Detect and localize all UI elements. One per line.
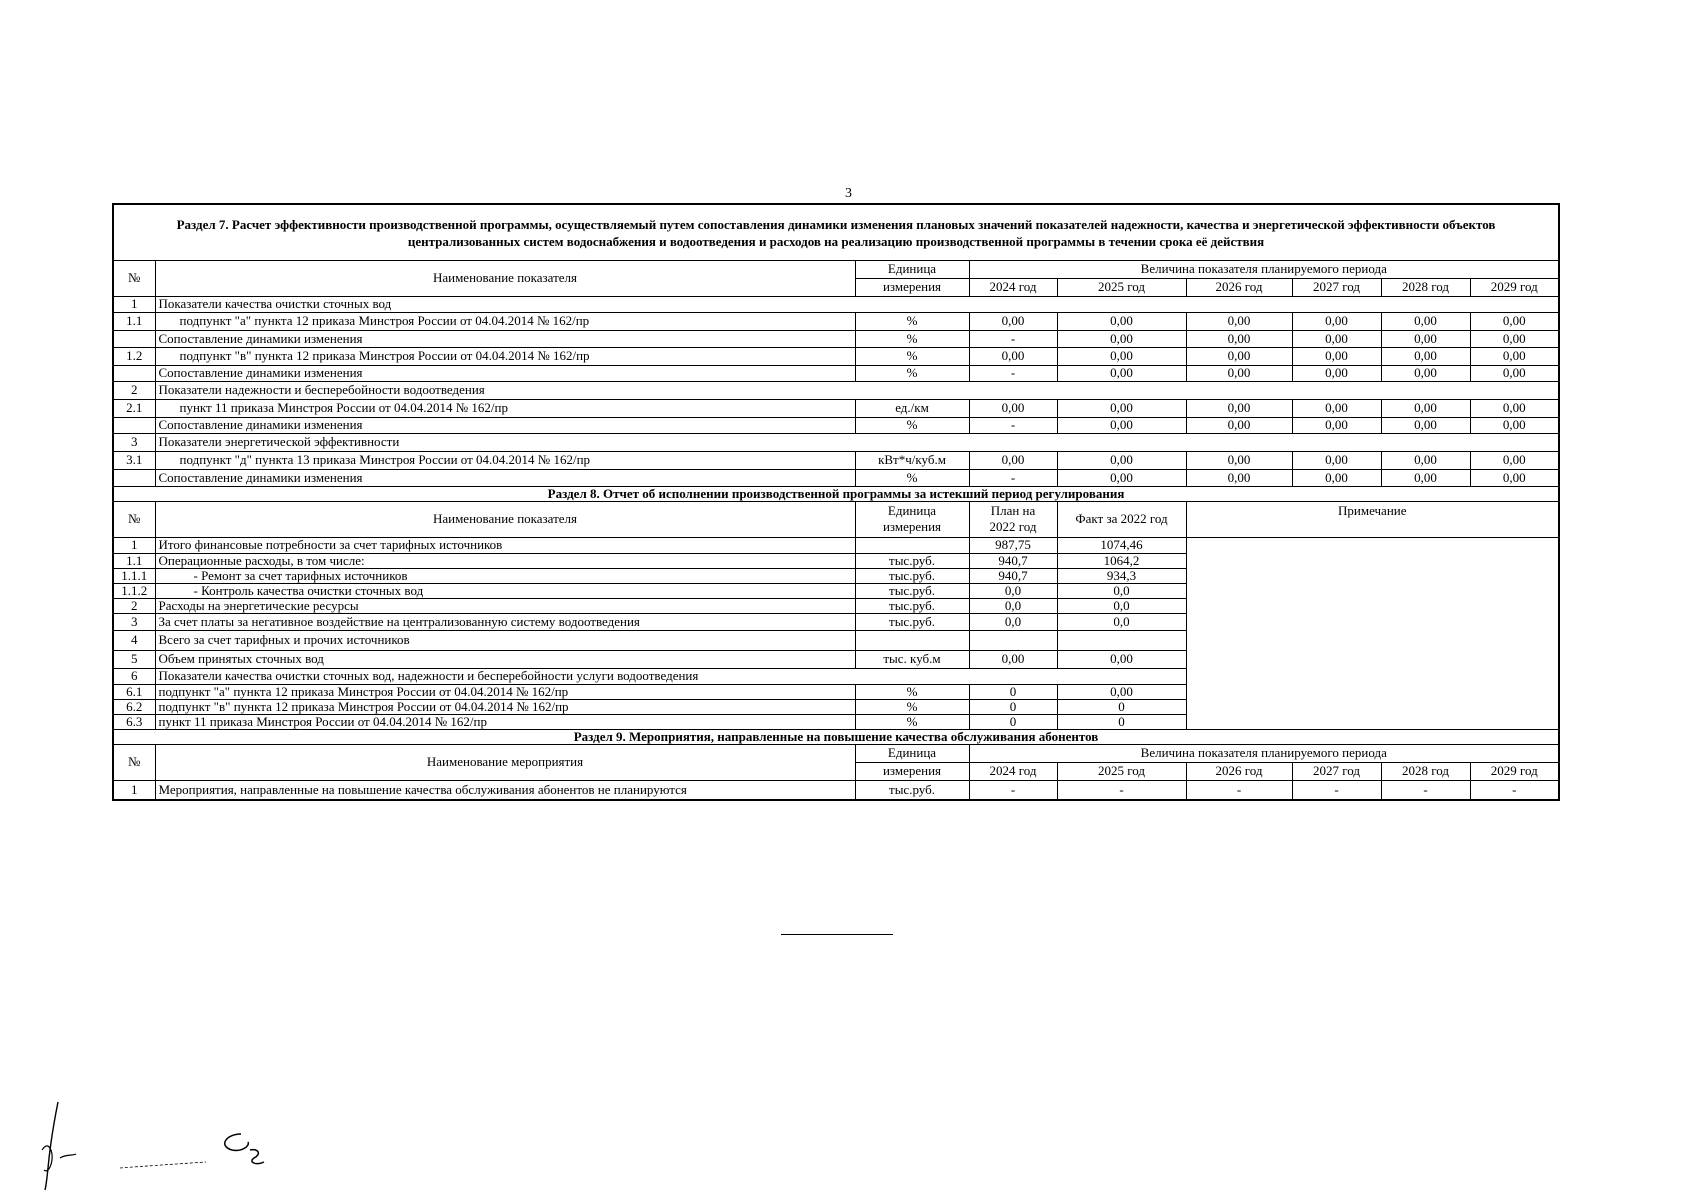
value-cell: 0,00 bbox=[1186, 399, 1292, 417]
row-number: 2.1 bbox=[113, 399, 155, 417]
indicator-name: Сопоставление динамики изменения bbox=[155, 330, 855, 347]
indicator-name: Сопоставление динамики изменения bbox=[155, 417, 855, 433]
unit-cell bbox=[855, 630, 969, 650]
value-cell: - bbox=[1186, 780, 1292, 800]
value-cell: 0,00 bbox=[1381, 451, 1470, 469]
col-header-fact: Факт за 2022 год bbox=[1057, 501, 1186, 537]
fact-cell: 0 bbox=[1057, 714, 1186, 729]
fact-cell: 0,00 bbox=[1057, 684, 1186, 699]
col-header-no: № bbox=[113, 744, 155, 780]
value-cell: 0,00 bbox=[1057, 451, 1186, 469]
group-name: Показатели качества очистки сточных вод, надежности и бесперебойности услуги водоотведения bbox=[155, 668, 1186, 684]
value-cell: 0,00 bbox=[1470, 417, 1559, 433]
col-header-year: 2028 год bbox=[1381, 762, 1470, 780]
value-cell: 0,00 bbox=[1292, 399, 1381, 417]
indicator-name: Операционные расходы, в том числе: bbox=[155, 553, 855, 568]
col-header-unit-line1: Единица bbox=[887, 503, 937, 518]
indicator-name: Объем принятых сточных вод bbox=[155, 650, 855, 668]
unit-cell: % bbox=[855, 684, 969, 699]
section7-row bbox=[113, 381, 1559, 399]
row-number: 1.1 bbox=[113, 553, 155, 568]
col-header-plan bbox=[969, 501, 1057, 537]
row-number: 6.1 bbox=[113, 684, 155, 699]
indicator-name: Сопоставление динамики изменения bbox=[155, 365, 855, 381]
unit-cell: ед./км bbox=[855, 399, 969, 417]
fact-cell: 0,0 bbox=[1057, 613, 1186, 630]
col-header-no: № bbox=[113, 501, 155, 537]
indicator-name: подпункт "д" пункта 13 приказа Минстроя России от 04.04.2014 № 162/пр bbox=[155, 451, 855, 469]
fact-cell: 0 bbox=[1057, 699, 1186, 714]
value-cell: 0,00 bbox=[1057, 365, 1186, 381]
value-cell: 0,00 bbox=[1057, 417, 1186, 433]
indicator-name: Расходы на энергетические ресурсы bbox=[155, 598, 855, 613]
value-cell: 0,00 bbox=[1057, 312, 1186, 330]
unit-cell: % bbox=[855, 714, 969, 729]
table-body bbox=[113, 204, 1559, 800]
section7-row bbox=[113, 330, 1559, 347]
col-header-plan-line1: План на bbox=[990, 503, 1036, 518]
plan-cell: 0,0 bbox=[969, 583, 1057, 598]
page-number: 3 bbox=[845, 186, 852, 201]
unit-cell bbox=[855, 537, 969, 553]
value-cell: 0,00 bbox=[1470, 365, 1559, 381]
row-number: 3 bbox=[113, 613, 155, 630]
unit-cell: % bbox=[855, 699, 969, 714]
section9-row bbox=[113, 780, 1559, 800]
row-number bbox=[113, 365, 155, 381]
col-header-year: 2029 год bbox=[1470, 278, 1559, 296]
indicator-name: Сопоставление динамики изменения bbox=[155, 469, 855, 486]
row-number: 1 bbox=[113, 780, 155, 800]
section7-header-row-1 bbox=[113, 260, 1559, 278]
row-number: 6 bbox=[113, 668, 155, 684]
section8-header-row bbox=[113, 501, 1559, 537]
unit-cell: % bbox=[855, 365, 969, 381]
section8-title: Раздел 8. Отчет об исполнении производственной программы за истекший период регулирования bbox=[113, 486, 1559, 501]
group-name: Показатели качества очистки сточных вод bbox=[155, 296, 1559, 312]
value-cell: 0,00 bbox=[969, 451, 1057, 469]
group-name: Показатели энергетической эффективности bbox=[155, 433, 1559, 451]
plan-cell: 0 bbox=[969, 684, 1057, 699]
section7-row bbox=[113, 347, 1559, 365]
value-cell: - bbox=[1292, 780, 1381, 800]
value-cell: 0,00 bbox=[1470, 312, 1559, 330]
row-number bbox=[113, 417, 155, 433]
col-header-year: 2027 год bbox=[1292, 762, 1381, 780]
col-header-year: 2027 год bbox=[1292, 278, 1381, 296]
value-cell: - bbox=[969, 417, 1057, 433]
value-cell: 0,00 bbox=[1292, 312, 1381, 330]
section7-row bbox=[113, 399, 1559, 417]
plan-cell bbox=[969, 630, 1057, 650]
fact-cell bbox=[1057, 630, 1186, 650]
value-cell: - bbox=[1057, 780, 1186, 800]
row-number: 1.1.2 bbox=[113, 583, 155, 598]
row-number bbox=[113, 330, 155, 347]
col-header-year: 2025 год bbox=[1057, 278, 1186, 296]
unit-cell: тыс.руб. bbox=[855, 598, 969, 613]
col-header-year: 2028 год bbox=[1381, 278, 1470, 296]
indicator-name: Всего за счет тарифных и прочих источников bbox=[155, 630, 855, 650]
section7-row bbox=[113, 433, 1559, 451]
section7-row bbox=[113, 365, 1559, 381]
col-header-note: Примечание bbox=[1186, 501, 1559, 537]
plan-cell: 987,75 bbox=[969, 537, 1057, 553]
value-cell: - bbox=[969, 330, 1057, 347]
indicator-name: - Ремонт за счет тарифных источников bbox=[155, 568, 855, 583]
row-number: 4 bbox=[113, 630, 155, 650]
unit-cell: кВт*ч/куб.м bbox=[855, 451, 969, 469]
note-cell bbox=[1186, 537, 1559, 729]
value-cell: 0,00 bbox=[1292, 365, 1381, 381]
row-number: 3 bbox=[113, 433, 155, 451]
value-cell: 0,00 bbox=[1381, 399, 1470, 417]
col-header-unit-line2: измерения bbox=[855, 278, 969, 296]
document-tables bbox=[112, 203, 1558, 801]
value-cell: - bbox=[1470, 780, 1559, 800]
report-table bbox=[112, 203, 1560, 801]
value-cell: 0,00 bbox=[1381, 365, 1470, 381]
value-cell: 0,00 bbox=[1186, 365, 1292, 381]
col-header-plan-line2: 2022 год bbox=[989, 519, 1037, 534]
value-cell: 0,00 bbox=[1381, 312, 1470, 330]
section7-title-row bbox=[113, 204, 1559, 260]
section9-header-row-1 bbox=[113, 744, 1559, 762]
section7-title: Раздел 7. Расчет эффективности производственной программы, осуществляемый путем сопоставления динамики изменения плановых значений показателей надежности, качества и энергетической эффективности объектов централизованных систем водоснабжения и водоотведения и расходов на реализацию производственной программы в течении срока её действия bbox=[113, 204, 1559, 260]
value-cell: 0,00 bbox=[1186, 312, 1292, 330]
col-header-unit-line1: Единица bbox=[855, 744, 969, 762]
value-cell: 0,00 bbox=[1057, 330, 1186, 347]
section8-title-row bbox=[113, 486, 1559, 501]
plan-cell: 0,00 bbox=[969, 650, 1057, 668]
col-header-unit-line2: измерения bbox=[855, 762, 969, 780]
value-cell: 0,00 bbox=[1186, 330, 1292, 347]
value-cell: 0,00 bbox=[1057, 399, 1186, 417]
value-cell: 0,00 bbox=[969, 312, 1057, 330]
col-header-name: Наименование показателя bbox=[155, 501, 855, 537]
unit-cell: тыс.руб. bbox=[855, 780, 969, 800]
col-header-period: Величина показателя планируемого периода bbox=[969, 744, 1559, 762]
fact-cell: 0,00 bbox=[1057, 650, 1186, 668]
fact-cell: 0,0 bbox=[1057, 598, 1186, 613]
row-number: 3.1 bbox=[113, 451, 155, 469]
plan-cell: 940,7 bbox=[969, 568, 1057, 583]
row-number: 2 bbox=[113, 381, 155, 399]
value-cell: 0,00 bbox=[1186, 417, 1292, 433]
indicator-name: подпункт "в" пункта 12 приказа Минстроя России от 04.04.2014 № 162/пр bbox=[155, 699, 855, 714]
fact-cell: 1074,46 bbox=[1057, 537, 1186, 553]
section7-row bbox=[113, 469, 1559, 486]
section7-row bbox=[113, 451, 1559, 469]
unit-cell: % bbox=[855, 417, 969, 433]
section9-title: Раздел 9. Мероприятия, направленные на повышение качества обслуживания абонентов bbox=[113, 729, 1559, 744]
col-header-year: 2024 год bbox=[969, 762, 1057, 780]
row-number: 5 bbox=[113, 650, 155, 668]
unit-cell: тыс.руб. bbox=[855, 583, 969, 598]
value-cell: - bbox=[969, 780, 1057, 800]
plan-cell: 940,7 bbox=[969, 553, 1057, 568]
unit-cell: тыс.руб. bbox=[855, 553, 969, 568]
value-cell: 0,00 bbox=[1292, 469, 1381, 486]
col-header-unit bbox=[855, 501, 969, 537]
plan-cell: 0 bbox=[969, 699, 1057, 714]
indicator-name: подпункт "в" пункта 12 приказа Минстроя России от 04.04.2014 № 162/пр bbox=[155, 347, 855, 365]
value-cell: 0,00 bbox=[1381, 330, 1470, 347]
unit-cell: тыс.руб. bbox=[855, 568, 969, 583]
row-number: 6.2 bbox=[113, 699, 155, 714]
value-cell: 0,00 bbox=[1470, 330, 1559, 347]
col-header-period: Величина показателя планируемого периода bbox=[969, 260, 1559, 278]
section7-row bbox=[113, 296, 1559, 312]
value-cell: 0,00 bbox=[1292, 451, 1381, 469]
unit-cell: % bbox=[855, 312, 969, 330]
value-cell: 0,00 bbox=[1470, 451, 1559, 469]
row-number: 1.1 bbox=[113, 312, 155, 330]
row-number: 2 bbox=[113, 598, 155, 613]
col-header-year: 2029 год bbox=[1470, 762, 1559, 780]
value-cell: 0,00 bbox=[969, 399, 1057, 417]
value-cell: - bbox=[969, 365, 1057, 381]
end-divider bbox=[781, 934, 893, 935]
unit-cell: % bbox=[855, 347, 969, 365]
value-cell: 0,00 bbox=[1186, 451, 1292, 469]
signature-image bbox=[36, 1098, 276, 1192]
plan-cell: 0,0 bbox=[969, 598, 1057, 613]
activity-name: Мероприятия, направленные на повышение качества обслуживания абонентов не планируются bbox=[155, 780, 855, 800]
col-header-year: 2025 год bbox=[1057, 762, 1186, 780]
col-header-unit-line1: Единица bbox=[855, 260, 969, 278]
value-cell: 0,00 bbox=[1292, 330, 1381, 347]
col-header-unit-line2: измерения bbox=[882, 519, 942, 534]
indicator-name: - Контроль качества очистки сточных вод bbox=[155, 583, 855, 598]
unit-cell: тыс. куб.м bbox=[855, 650, 969, 668]
row-number: 1 bbox=[113, 537, 155, 553]
indicator-name: пункт 11 приказа Минстроя России от 04.04.2014 № 162/пр bbox=[155, 714, 855, 729]
section7-row bbox=[113, 417, 1559, 433]
indicator-name: За счет платы за негативное воздействие на централизованную систему водоотведения bbox=[155, 613, 855, 630]
indicator-name: подпункт "а" пункта 12 приказа Минстроя России от 04.04.2014 № 162/пр bbox=[155, 312, 855, 330]
value-cell: 0,00 bbox=[1381, 347, 1470, 365]
value-cell: - bbox=[1381, 780, 1470, 800]
value-cell: 0,00 bbox=[1470, 399, 1559, 417]
plan-cell: 0 bbox=[969, 714, 1057, 729]
value-cell: 0,00 bbox=[1186, 469, 1292, 486]
fact-cell: 934,3 bbox=[1057, 568, 1186, 583]
row-number: 1.1.1 bbox=[113, 568, 155, 583]
fact-cell: 1064,2 bbox=[1057, 553, 1186, 568]
value-cell: 0,00 bbox=[1292, 347, 1381, 365]
col-header-name: Наименование показателя bbox=[155, 260, 855, 296]
fact-cell: 0,0 bbox=[1057, 583, 1186, 598]
col-header-name: Наименование мероприятия bbox=[155, 744, 855, 780]
row-number: 1.2 bbox=[113, 347, 155, 365]
row-number bbox=[113, 469, 155, 486]
value-cell: 0,00 bbox=[1186, 347, 1292, 365]
value-cell: 0,00 bbox=[969, 347, 1057, 365]
value-cell: 0,00 bbox=[1057, 347, 1186, 365]
indicator-name: пункт 11 приказа Минстроя России от 04.04.2014 № 162/пр bbox=[155, 399, 855, 417]
indicator-name: подпункт "а" пункта 12 приказа Минстроя России от 04.04.2014 № 162/пр bbox=[155, 684, 855, 699]
section9-title-row bbox=[113, 729, 1559, 744]
unit-cell: % bbox=[855, 469, 969, 486]
col-header-year: 2026 год bbox=[1186, 278, 1292, 296]
value-cell: - bbox=[969, 469, 1057, 486]
indicator-name: Итого финансовые потребности за счет тарифных источников bbox=[155, 537, 855, 553]
row-number: 1 bbox=[113, 296, 155, 312]
group-name: Показатели надежности и бесперебойности водоотведения bbox=[155, 381, 1559, 399]
value-cell: 0,00 bbox=[1292, 417, 1381, 433]
value-cell: 0,00 bbox=[1381, 417, 1470, 433]
plan-cell: 0,0 bbox=[969, 613, 1057, 630]
col-header-year: 2024 год bbox=[969, 278, 1057, 296]
value-cell: 0,00 bbox=[1470, 347, 1559, 365]
section7-row bbox=[113, 312, 1559, 330]
value-cell: 0,00 bbox=[1381, 469, 1470, 486]
row-number: 6.3 bbox=[113, 714, 155, 729]
col-header-no: № bbox=[113, 260, 155, 296]
unit-cell: тыс.руб. bbox=[855, 613, 969, 630]
unit-cell: % bbox=[855, 330, 969, 347]
col-header-year: 2026 год bbox=[1186, 762, 1292, 780]
value-cell: 0,00 bbox=[1470, 469, 1559, 486]
section8-row bbox=[113, 537, 1559, 553]
value-cell: 0,00 bbox=[1057, 469, 1186, 486]
